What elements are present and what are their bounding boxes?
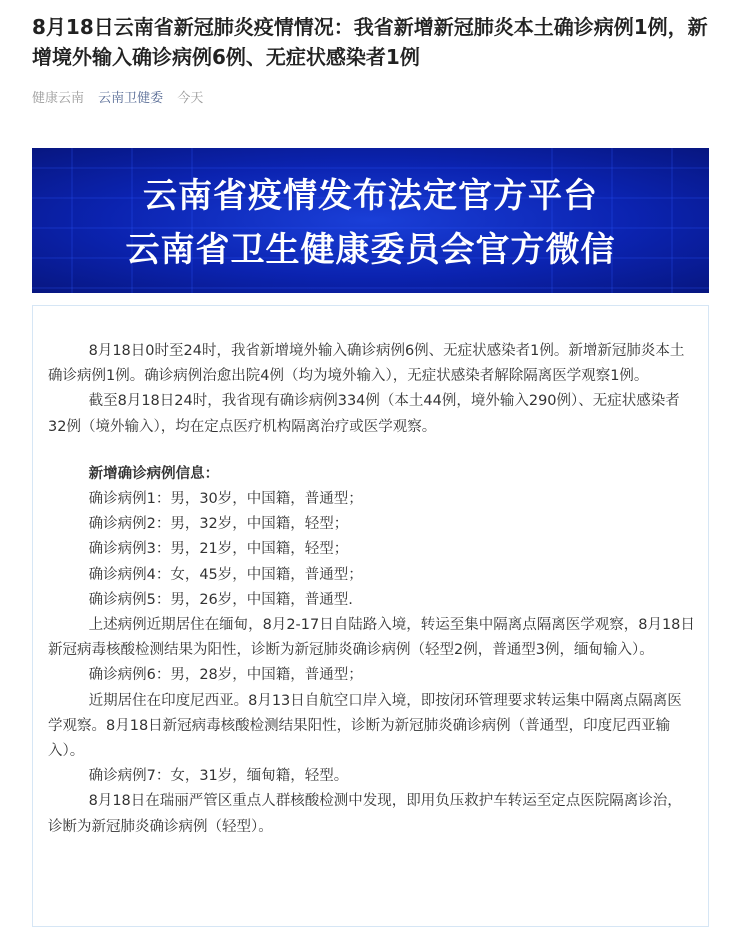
article-meta bbox=[32, 87, 213, 106]
case-item: 确诊病例1：男，30岁，中国籍，普通型； bbox=[88, 491, 363, 508]
case-item: 确诊病例6：男，28岁，中国籍，普通型； bbox=[88, 667, 363, 684]
paragraph-totals: 截至8月18日24时，我省现有确诊病例334例（本土44例，境外输入290例）、无症状感染者32例（境外输入），均在定点医疗机构隔离治疗或医学观察。 bbox=[48, 393, 680, 435]
publish-time: 今天 bbox=[177, 91, 204, 106]
article-title: 8月18日云南省新冠肺炎疫情情况：我省新增新冠肺炎本土确诊病例1例，新增境外输入确诊病例6例、无症状感染者1例 bbox=[32, 15, 708, 69]
section-heading: 新增确诊病例信息： bbox=[88, 465, 220, 482]
banner-image bbox=[32, 148, 709, 293]
paragraph-case-7: 8月18日在瑞丽严管区重点人群核酸检测中发现，即用负压救护车转运至定点医院隔离诊治，诊断为新冠肺炎确诊病例（轻型）。 bbox=[48, 793, 682, 835]
paragraph-summary: 8月18日0时至24时，我省新增境外输入确诊病例6例、无症状感染者1例。新增新冠肺炎本土确诊病例1例。确诊病例治愈出院4例（均为境外输入），无症状感染者解除隔离医学观察1例。 bbox=[48, 343, 685, 385]
article-body bbox=[48, 339, 696, 840]
paragraph-case-6: 近期居住在印度尼西亚。8月13日自航空口岸入境，即按闭环管理要求转运集中隔离点隔离医学观察。8月18日新冠病毒核酸检测结果阳性，诊断为新冠肺炎确诊病例（普通型，印度尼西亚输入）。 bbox=[48, 692, 682, 760]
case-item: 确诊病例3：男，21岁，中国籍，轻型； bbox=[88, 541, 349, 558]
paragraph-cases-1-5: 上述病例近期居住在缅甸，8月2-17日自陆路入境，转运至集中隔离点隔离医学观察，8月18日新冠病毒核酸检测结果为阳性，诊断为新冠肺炎确诊病例（轻型2例，普通型3例，缅甸输入）。 bbox=[48, 617, 695, 659]
account-link[interactable]: 云南卫健委 bbox=[98, 91, 164, 106]
banner-line-1: 云南省疫情发布法定官方平台 bbox=[143, 176, 598, 216]
case-item: 确诊病例2：男，32岁，中国籍，轻型； bbox=[88, 516, 349, 533]
case-item: 确诊病例4：女，45岁，中国籍，普通型； bbox=[88, 566, 363, 583]
banner-line-2: 云南省卫生健康委员会官方微信 bbox=[125, 230, 616, 270]
case-item: 确诊病例7：女，31岁，缅甸籍，轻型。 bbox=[88, 768, 349, 785]
case-item: 确诊病例5：男，26岁，中国籍，普通型. bbox=[88, 591, 353, 608]
source-label: 健康云南 bbox=[32, 91, 85, 106]
